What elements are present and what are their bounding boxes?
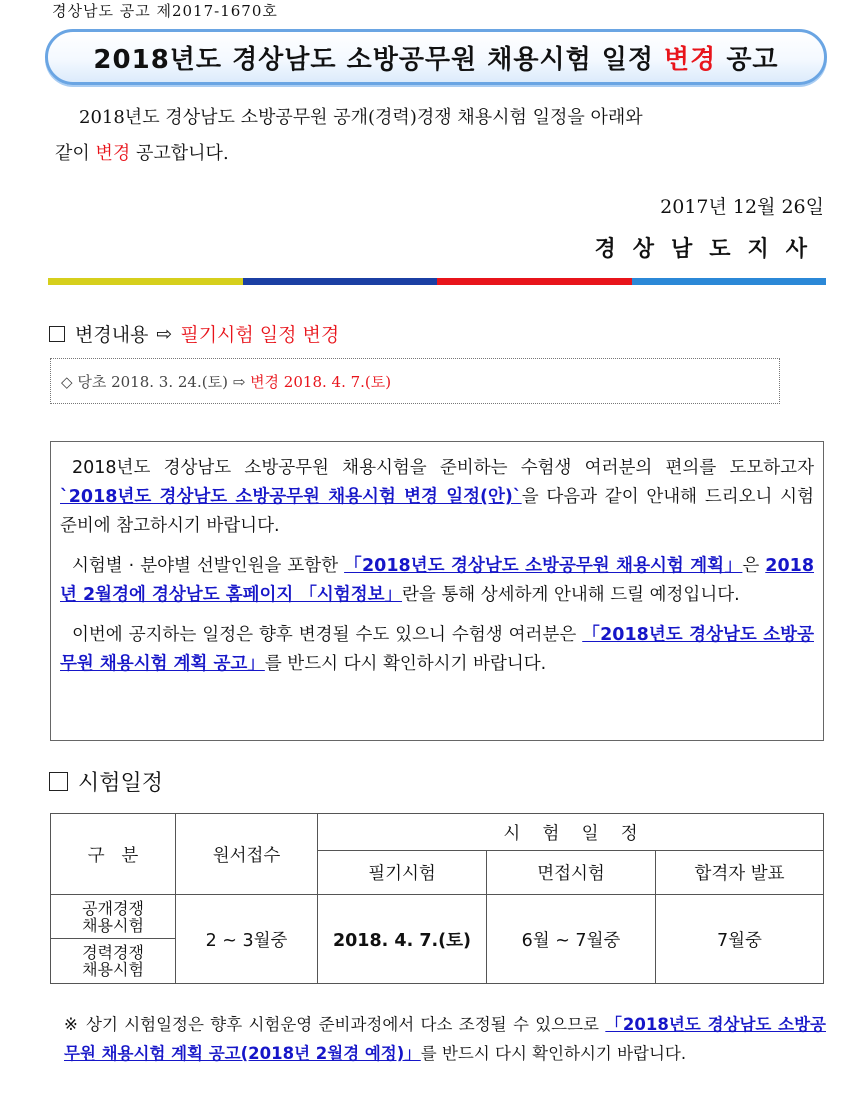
header-category: 구 분 <box>51 814 176 895</box>
change-after: 변경 2018. 4. 7.(토) <box>250 373 392 391</box>
info-paragraph-1 <box>60 454 814 541</box>
info-p1-link: `2018년도 경상남도 소방공무원 채용시험 변경 일정(안)` <box>60 487 522 507</box>
intro-line1: 2018년도 경상남도 소방공무원 공개(경력)경쟁 채용시험 일정을 아래와 <box>79 107 643 128</box>
color-divider-red <box>437 278 632 285</box>
info-p2-b: 은 <box>742 556 766 576</box>
change-heading-red: 필기시험 일정 변경 <box>180 324 340 346</box>
written-date: 2018. 4. 7.(토) <box>318 895 487 984</box>
interview-period: 6월 ~ 7월중 <box>487 895 656 984</box>
page-title <box>45 29 827 85</box>
info-p2-link1: 「2018년도 경상남도 소방공무원 채용시험 계획」 <box>344 556 743 576</box>
category-career: 경력경쟁 채용시험 <box>51 939 176 984</box>
footnote-text-b: 를 반드시 다시 확인하시기 바랍니다. <box>420 1044 687 1063</box>
footnote-link: 「2018년도 경상남도 소방공무원 채용시험 계획 공고(2018년 2월경 예정)」 <box>64 1015 826 1063</box>
header-exam-schedule: 시 험 일 정 <box>318 814 824 851</box>
header-application: 원서접수 <box>176 814 318 895</box>
application-period: 2 ~ 3월중 <box>176 895 318 984</box>
result-period: 7월중 <box>656 895 824 984</box>
info-paragraph-2 <box>60 552 814 610</box>
info-p3-a: 이번에 공지하는 일정은 향후 변경될 수도 있으니 수험생 여러분은 <box>72 625 583 645</box>
schedule-heading-label: 시험일정 <box>78 771 164 796</box>
notice-number: 경상남도 공고 제2017-1670호 <box>52 2 278 20</box>
checkbox-icon <box>49 772 68 791</box>
category-open: 공개경쟁 채용시험 <box>51 895 176 939</box>
color-divider-yellow <box>48 278 243 285</box>
info-p3-link: 「2018년도 경상남도 소방공무원 채용시험 계획 공고」 <box>60 625 814 674</box>
checkbox-icon <box>49 326 65 342</box>
issuer-name: 경상남도지사 <box>594 236 824 262</box>
intro-paragraph <box>55 100 795 172</box>
schedule-table <box>50 813 824 984</box>
table-row <box>51 895 824 939</box>
info-p1-b: 을 다음과 같이 안내해 드리오니 시험 준비에 참고하시기 바랍니다. <box>60 487 814 536</box>
info-box <box>50 441 824 741</box>
change-heading-label: 변경내용 <box>75 324 149 346</box>
change-heading <box>49 320 339 347</box>
title-text-a: 2018년도 경상남도 소방공무원 채용시험 일정 <box>93 44 665 75</box>
schedule-heading <box>49 766 163 797</box>
title-text-red: 변경 <box>664 44 717 75</box>
header-written: 필기시험 <box>318 851 487 895</box>
reference-mark-icon: ※ <box>64 1015 78 1034</box>
title-text-b: 공고 <box>716 44 779 75</box>
intro-line2-red: 변경 <box>95 143 131 164</box>
color-divider-blue <box>632 278 827 285</box>
header-result: 합격자 발표 <box>656 851 824 895</box>
info-p2-link2: 2018년 2월경에 경상남도 홈페이지 「시험정보」 <box>60 556 815 605</box>
info-p2-c: 란을 통해 상세하게 안내해 드릴 예정입니다. <box>402 585 740 605</box>
header-interview: 면접시험 <box>487 851 656 895</box>
info-p3-b: 를 반드시 다시 확인하시기 바랍니다. <box>264 654 547 674</box>
change-detail-box <box>50 358 780 404</box>
footnote <box>64 1010 826 1068</box>
info-p1-a: 2018년도 경상남도 소방공무원 채용시험을 준비하는 수험생 여러분의 편의를 도모하고자 <box>72 458 814 478</box>
arrow-right-icon: ⇨ <box>232 373 246 391</box>
notice-date: 2017년 12월 26일 <box>660 196 824 218</box>
diamond-icon: ◇ <box>61 373 73 391</box>
color-divider <box>48 278 826 285</box>
footnote-text-a: 상기 시험일정은 향후 시험운영 준비과정에서 다소 조정될 수 있으므로 <box>86 1015 606 1034</box>
color-divider-navy <box>243 278 438 285</box>
table-header-row <box>51 814 824 851</box>
change-before: 당초 2018. 3. 24.(토) <box>77 373 228 391</box>
arrow-right-icon: ⇨ <box>156 322 173 345</box>
info-p2-a: 시험별 · 분야별 선발인원을 포함한 <box>72 556 345 576</box>
intro-line2-a: 같이 <box>55 143 96 164</box>
intro-line2-b: 공고합니다. <box>130 143 229 164</box>
intro-line2 <box>55 136 795 172</box>
info-paragraph-3 <box>60 621 814 679</box>
